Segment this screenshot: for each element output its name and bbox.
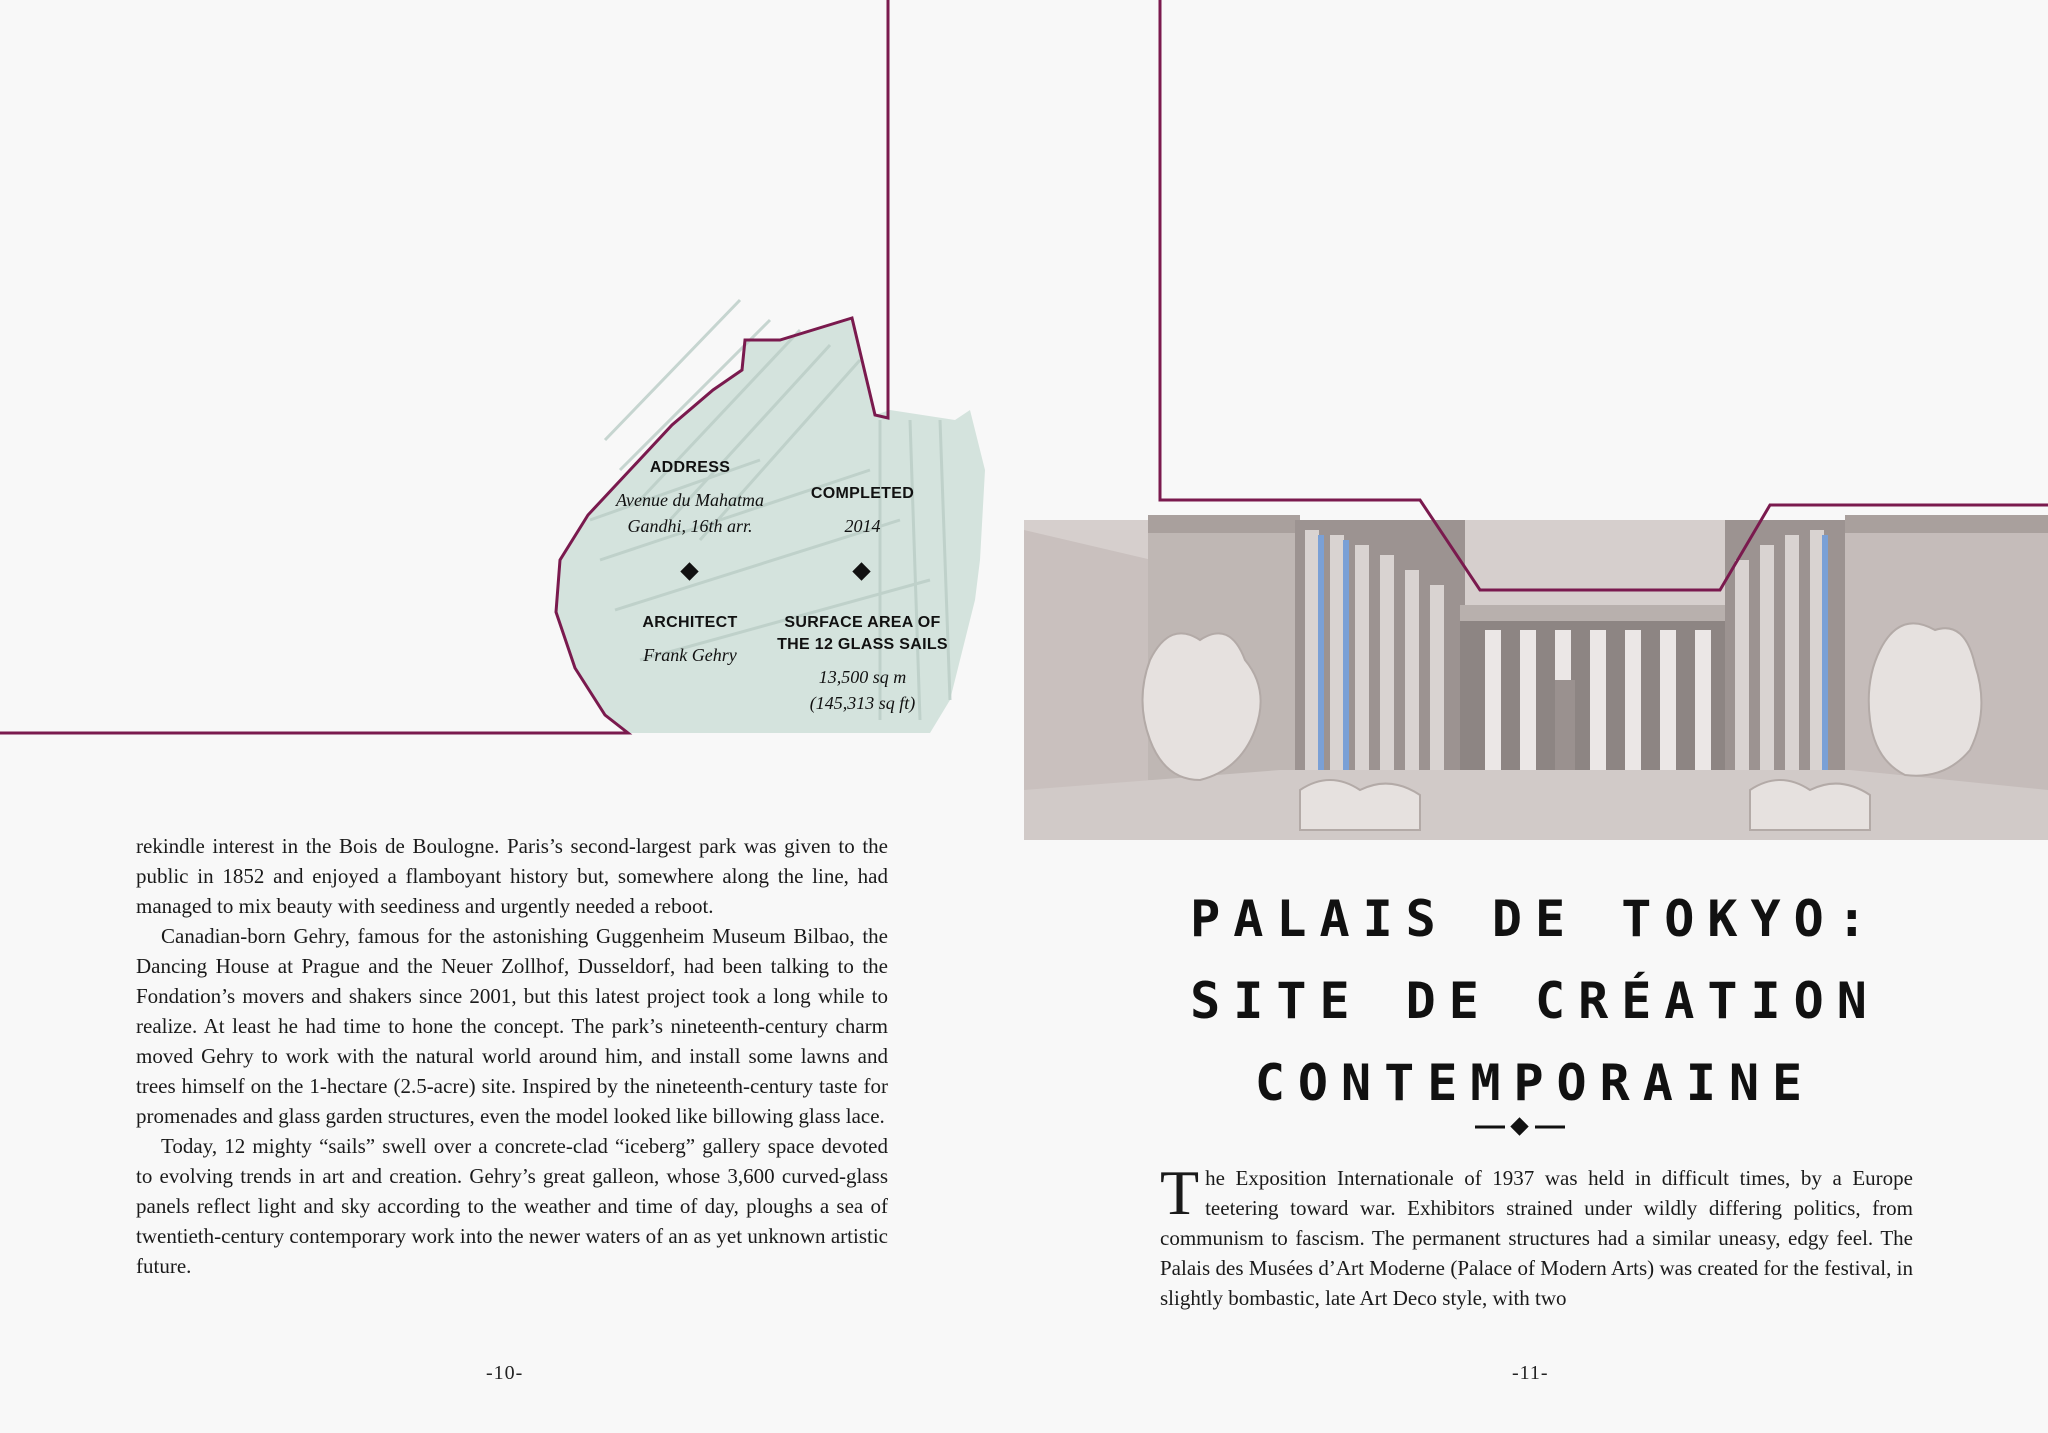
address-label: ADDRESS [649,459,731,476]
architect-block [600,612,780,668]
address-block [600,457,780,539]
title-line-3: CONTEMPORAINE [1254,1054,1816,1112]
surface-value-line2: (145,313 sq ft) [809,693,916,713]
left-paragraph-3: Today, 12 mighty “sails” swell over a concrete-clad “iceberg” gallery space devoted to evolving trends in art and creation. Gehry’s great galleon, whose 3,600 curved-glass panels reflect light and sky according to the weather and time of day, ploughs a sea of twentieth-century contemporary work into the newer waters of an as yet unknown artistic future. [136,1134,888,1278]
title-line-2: SITE DE CRÉATION [1190,972,1880,1030]
address-value-line2: Gandhi, 16th arr. [627,516,753,536]
title-line-1: PALAIS DE TOKYO: [1190,890,1880,948]
architect-label: ARCHITECT [642,614,738,631]
palais-de-tokyo-illustration [1024,515,2048,840]
architect-value: Frank Gehry [643,645,737,665]
surface-label-line1: SURFACE AREA OF [784,614,941,631]
accent-border-right [1160,0,2048,590]
left-paragraph-2: Canadian-born Gehry, famous for the astonishing Guggenheim Museum Bilbao, the Dancing House at Prague and the Neuer Zollhof, Dusseldorf, had been talking to the Fondation’s movers and shakers since 2001, but this latest project took a long while to realize. At least he had time to hone the concept. The park’s nineteenth-century charm moved Gehry to work with the natural world around him, and install some lawns and trees himself on the 1-hectare (2.5-acre) site. Inspired by the nineteenth-century taste for promenades and glass garden structures, even the model looked like billowing glass lace. [136,924,888,1128]
surface-label-line2: THE 12 GLASS SAILS [777,636,948,653]
completed-value: 2014 [844,516,881,536]
completed-label: COMPLETED [810,485,915,502]
title-ornament [1475,1115,1565,1139]
drop-cap: T [1160,1157,1200,1228]
surface-block [770,612,955,716]
address-value-line1: Avenue du Mahatma [616,490,764,510]
left-paragraph-1: rekindle interest in the Bois de Boulogne. Paris’s second-largest park was given to the public in 1852 and enjoyed a flamboyant history but, somewhere along the line, had managed to mix beauty with seediness and urgently needed a reboot. [136,834,888,918]
chapter-title [1160,878,1910,1124]
surface-value-line1: 13,500 sq m [818,667,907,687]
page-number-right: -11- [1512,1362,1549,1384]
left-page-body [136,831,888,1281]
right-intro-text: he Exposition Internationale of 1937 was held in difficult times, by a Europe teetering toward war. Exhibitors strained under wildly differing politics, from communism to fascism. The permanent structures had a similar uneasy, edgy feel. The Palais des Musées d’Art Moderne (Palace of Modern Arts) was created for the festival, in slightly bombastic, late Art Deco style, with two [1160,1166,1913,1310]
completed-block [780,483,945,539]
right-page-body [1160,1157,1913,1313]
page-number-left: -10- [486,1362,524,1384]
